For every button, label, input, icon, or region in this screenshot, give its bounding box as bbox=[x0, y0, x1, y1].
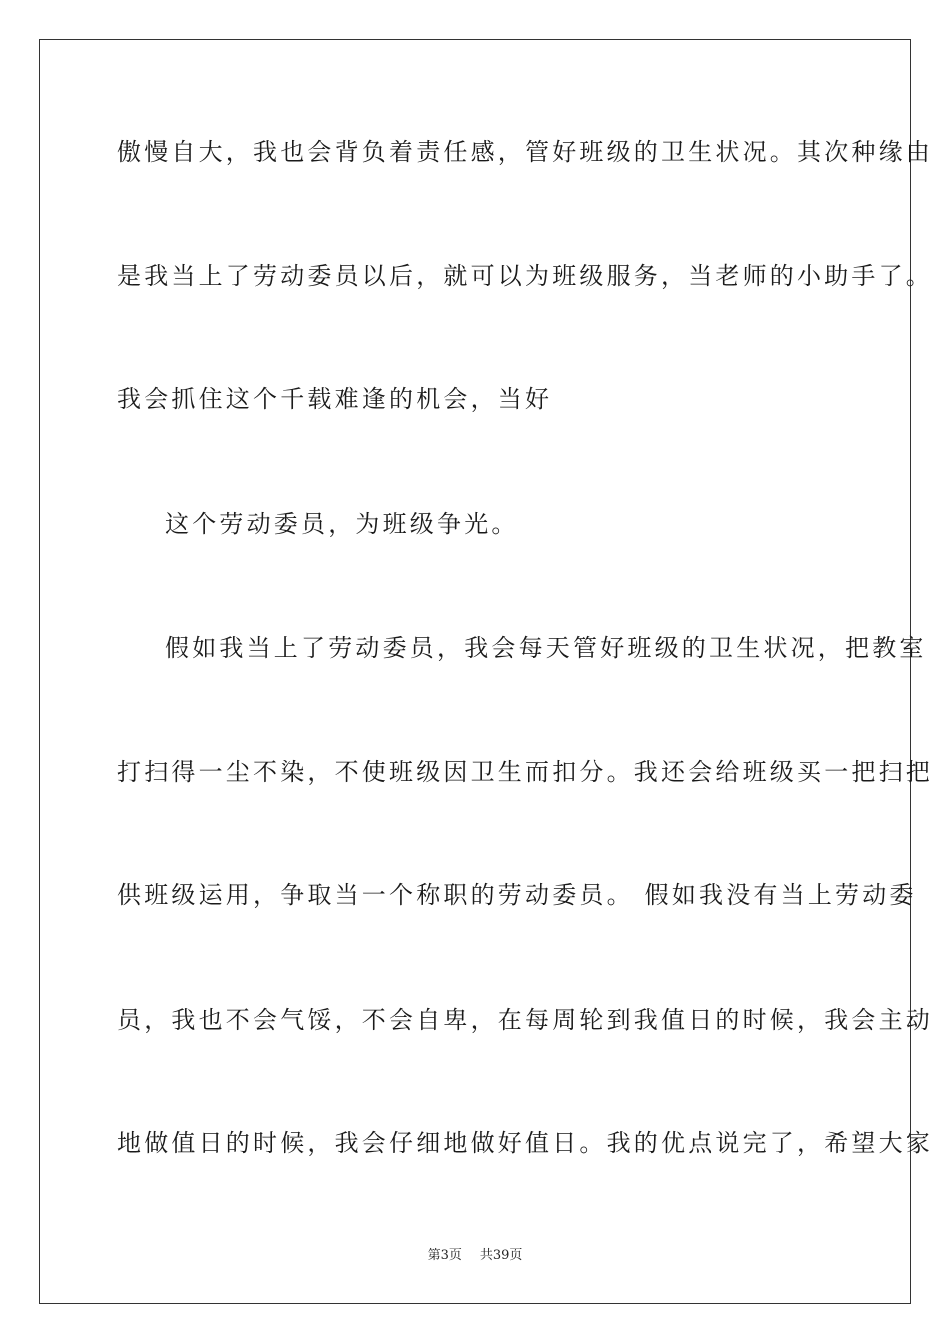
page-number: 第3页 bbox=[427, 1248, 462, 1263]
text-line-3: 我会抓住这个千载难逢的机会，当好 bbox=[117, 385, 553, 413]
page-total: 共39页 bbox=[479, 1248, 523, 1263]
page-border bbox=[39, 39, 911, 1304]
text-line-4: 这个劳动委员，为班级争光。 bbox=[165, 510, 519, 538]
page-footer bbox=[0, 1247, 950, 1265]
text-line-1: 傲慢自大，我也会背负着责任感，管好班级的卫生状况。其次种缘由 bbox=[117, 138, 933, 166]
text-line-2: 是我当上了劳动委员以后，就可以为班级服务，当老师的小助手了。 bbox=[117, 262, 933, 290]
text-line-8: 员，我也不会气馁，不会自卑，在每周轮到我值日的时候，我会主动 bbox=[117, 1006, 933, 1034]
text-line-9: 地做值日的时候，我会仔细地做好值日。我的优点说完了，希望大家 bbox=[117, 1129, 933, 1157]
text-line-7: 供班级运用，争取当一个称职的劳动委员。 假如我没有当上劳动委 bbox=[117, 881, 917, 909]
text-line-5: 假如我当上了劳动委员，我会每天管好班级的卫生状况，把教室 bbox=[165, 634, 927, 662]
text-line-6: 打扫得一尘不染，不使班级因卫生而扣分。我还会给班级买一把扫把 bbox=[117, 758, 933, 786]
